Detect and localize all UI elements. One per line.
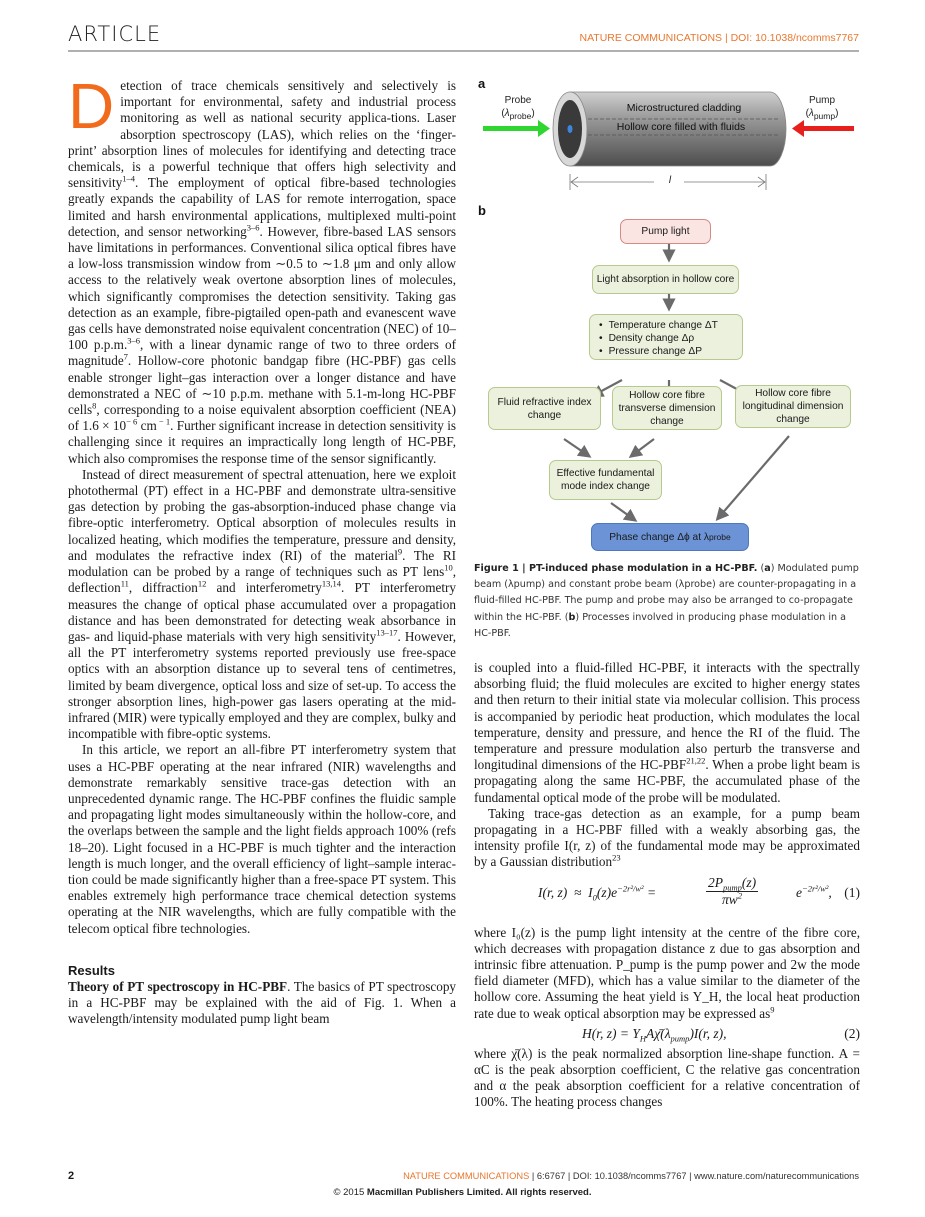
- flow-fluid-ri-change: Fluid refractive index change: [488, 387, 601, 430]
- flow-transverse-change: Hollow core fibre transverse dimension change: [612, 386, 722, 430]
- citation: 8: [92, 400, 97, 411]
- citation: 13–17: [376, 627, 398, 638]
- probe-label: Probe $(\lambda_{probe})$: [501, 95, 535, 121]
- citation: 9: [397, 546, 403, 557]
- section-label: ARTICLE: [68, 22, 162, 46]
- copyright: © 2015 Macmillan Publishers Limited. All rights reserved.: [333, 1187, 592, 1198]
- probe-arrow-icon: [483, 120, 550, 137]
- equation-number: (1): [844, 884, 860, 900]
- body-paragraph: Instead of direct measurement of spectral attenuation, here we exploit photothermal (PT) effect in a HC-PBF and demonstrate ultra-sensitive gas detection by probing the gas-absorption-induced phase change via fibre-optic interferometry. Optical absorption of molecules results in localized heating, which modifies the temperature, pressure and density, and modulates the refractive index (RI) of the material$^9$. The RI modulation can be probed by a range of techniques such as PT lens$^{10}$, deflection$^{11}$, diffraction$^{12}$ and interferometry$^{13,14}$. PT interferometry measures the change of optical phase accumulated over a propagation distance and has been demonstrated for detecting weak absorbance in gas- and liquid-phase materials with very high sensitivity$^{13-17}$. However, all the PT interferometry systems reported previously use free-space optics with an absorption distance up to several tens of centimetres, limited by beam divergence, optical loss and size of set-up. To access the stronger absorption lines, high-power gas lasers operating at the mid-infrared (MIR) were typically employed and they are complex, bulky and incompatible with fibre-optic systems.: [68, 466, 457, 742]
- flow-pump-light: Pump light: [620, 219, 711, 244]
- intro-paragraph: Detection of trace chemicals sensitively and selectively is important for environmental, safety and industrial process monitoring as well as national security applica-tions. Laser absorption spectroscopy (LAS), which relies on the ‘finger-print’ absorption lines of molecules for identifying and detecting trace chemicals, is a powerful technique that offers high selectivity and sensitivity$^{1-4}$. The employment of optical fibre-based technologies greatly expands the capability of LAS for remote interrogation, space limited and harsh environmental applications, multiplexed multi-point detection, and sensor networking$^{3-6}$. However, fibre-based LAS sensors have limitations in performances. Conventional silica optical fibres have a low-loss transmission window from ∼0.5 to ∼1.8 μm and only allow access to the relatively weak overtone absorption lines of molecules, which significantly compromises the detection sensitivity. Taking gas detection as an example, fibre-pigtailed open-path and evanescent wave gas cells have demonstrated noise equivalent concentration (NEC) of 10–100 p.p.m.$^{3-6}$, with a linear dynamic range of two to three orders of magnitude$^7$. Hollow-core photonic bandgap fibre (HC-PBF) gas cells enable stronger light–gas interaction over a longer distance and have demonstrated a NEC of ∼10 p.p.m. methane with 5.1-m-long HC-PBF cells$^8$, corresponding to a noise equivalent absorption coefficient (NEA) of $1.6 \times 10^{- 6}$ cm $^{- 1}$. Further significant increase in detection sensitivity is challenging since it requires an impractically long length of HC-PBF, which also compromises the response time of the sensor significantly.: [68, 70, 456, 466]
- flow-phase-change: Phase change Δϕ at λ probe: [591, 523, 749, 551]
- citation: 13,14: [321, 578, 342, 589]
- body-paragraph: Taking trace-gas detection as an example, for a pump beam propagating in a HC-PBF filled with a weakly absorbing gas, the intensity profile I(r, z) of the fundamental mode may be approximated by a Gaussian distribution$^{23}$: [474, 805, 860, 870]
- panel-label-b: b: [478, 203, 486, 218]
- citation: 11: [120, 578, 129, 589]
- header-divider: [68, 50, 859, 52]
- journal-doi: NATURE COMMUNICATIONS | DOI: 10.1038/ncomms7767: [579, 32, 859, 44]
- panel-label-a: a: [478, 76, 486, 91]
- body-paragraph: In this article, we report an all-fibre PT interferometry system that uses a HC-PBF operating at the near infrared (NIR) wavelengths and demonstrate remarkably sensitive trace-gas detection with an unprecedented dynamic range. The HC-PBF confines the fluidic sample and propagating light modes simultaneously within the hollow-core, and the overlaps between the sample and the light fields approach 100% (refs 18–20). Light focused in a HC-PBF is much tighter and the interaction length is much longer, and the overall efficiency of light–sample interac-tion could be made significantly higher than a free-space PT system. This enables extremely high performance trace chemical detection systems operating at the NIR wavelengths, which are fully compatible with the telecom optical fibre technologies.: [68, 742, 456, 936]
- citation: 7: [123, 352, 128, 363]
- body-paragraph: where I₀(z) is the pump light intensity at the centre of the fibre core, which decreases with propagation distance z due to gas absorption and intrinsic fibre attenuation. P_pump is the pump power and 2w the mode field diameter (MFD), which has a value similar to the diameter of the hollow core. Assuming the heat yield is Y_H, the local heat production rate due to weak optical absorption may be expressed $as^9$: [474, 924, 860, 1021]
- cladding-label: Microstructured cladding: [626, 102, 742, 114]
- caption-title: Figure 1 | PT-induced phase modulation in a HC-PBF.: [474, 563, 758, 574]
- citation: 10: [444, 562, 453, 573]
- core-label: Hollow core filled with fluids: [616, 121, 746, 133]
- figure-caption: Figure 1 | PT-induced phase modulation in a HC-PBF. (a) Modulated pump beam (λpump) and constant probe beam (λprobe) are counter-propagating in a fluid-filled HC-PBF. The pump and probe may also be arranged to co-propagate within the HC-PBF. (b) Processes involved in producing phase modulation in a HC-PBF.: [474, 563, 859, 639]
- footer-citation: NATURE COMMUNICATIONS | 6:6767 | DOI: 10.1038/ncomms7767 | www.nature.com/naturecommunications: [403, 1171, 859, 1181]
- flow-light-absorption: Light absorption in hollow core: [592, 265, 739, 294]
- left-column: [68, 70, 457, 1028]
- citation: 3–6: [127, 335, 140, 346]
- pump-label: Pump $(\lambda_{pump})$: [805, 95, 839, 121]
- figure-1: [474, 76, 866, 566]
- citation: 21,22: [686, 755, 706, 766]
- page-number: 2: [68, 1170, 75, 1182]
- citation: 3–6: [246, 222, 260, 233]
- citation: 1–4: [122, 173, 135, 184]
- pump-arrow-icon: [792, 120, 854, 137]
- body-paragraph: Theory of PT spectroscopy in HC-PBF. The basics of PT spectroscopy in a HC-PBF may be explained with the aid of Fig. 1. When a wavelength/intensity modulated pump light beam: [68, 978, 457, 1027]
- citation: 9: [770, 1004, 775, 1015]
- flow-effective-index-change: Effective fundamental mode index change: [549, 460, 662, 500]
- equation-1: I(r, $z) \approx I_0(z)e^{-2r^2/w^2}$ = $2P_{pump}(z)$ $\pi w^2$ $e^{-2r^2/w^2}$, (1): [538, 874, 860, 907]
- citation: 23: [612, 853, 621, 864]
- right-column: [474, 660, 860, 1111]
- flow-longitudinal-change: Hollow core fibre longitudinal dimension change: [735, 385, 851, 428]
- drop-cap: D: [68, 70, 115, 142]
- length-label: l: [668, 175, 672, 186]
- citation: 12: [197, 578, 207, 589]
- equation-number: (2): [844, 1025, 860, 1041]
- body-paragraph: where χ̄(λ) is the peak normalized absorption line-shape function. A = αC is the peak absorption coefficient, C the relative gas concentration and α the peak absorption coefficient for a relative concentration of 100%. The heating process changes: [474, 1045, 860, 1110]
- subsection-heading: Theory of PT spectroscopy in HC-PBF: [68, 978, 288, 994]
- section-heading-results: Results: [68, 962, 115, 978]
- body-paragraph: is coupled into a fluid-filled HC-PBF, it interacts with the spectrally absorbing fluid; the fluid molecules are excited to higher energy states and then return to their initial state via molecular collision. This process is accompanied by periodic heat production, which modulates the local temperature, density and pressure, and hence the RI of the fluid. The temperature and pressure modulation also perturb the transverse and longitudinal dimensions of the HC-PBF$^{21,22}$. When a probe light beam is propagating along the same HC-PBF, the accumulated phase of the fundamental optical mode of the probe will be modulated.: [474, 660, 860, 805]
- equation-2: H(r, $z) = Y_HA\chī(\lambda_{pump})I(r$, z), (2): [582, 1025, 860, 1044]
- flow-thermal-changes: • Temperature change ΔT • Density change Δρ • Pressure change ΔP: [589, 314, 743, 360]
